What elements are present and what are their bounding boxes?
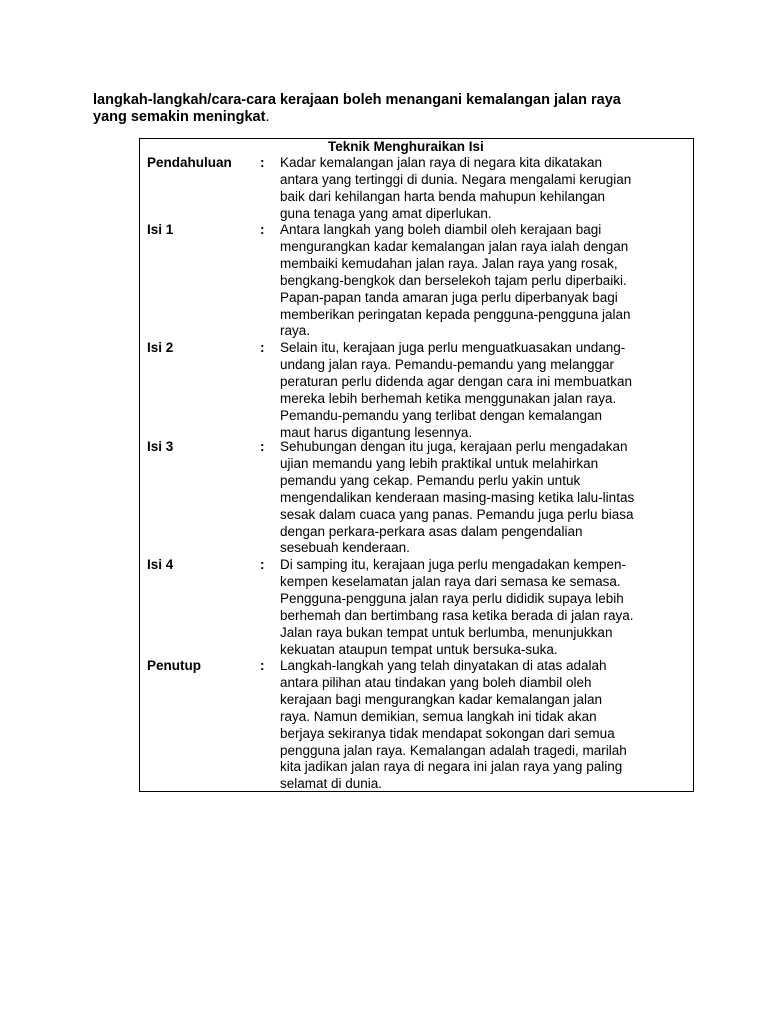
section-text-line: peraturan perlu didenda agar dengan cara ini membuatkan bbox=[280, 373, 632, 389]
section-colon: : bbox=[260, 222, 265, 237]
section-text-line: Di samping itu, kerajaan juga perlu mengadakan kempen- bbox=[280, 557, 626, 572]
section-colon: : bbox=[260, 155, 265, 170]
section-text-line: sesak dalam cuaca yang panas. Pemandu juga perlu biasa bbox=[280, 506, 634, 522]
section-colon: : bbox=[260, 439, 265, 454]
section-text-line: pengguna jalan raya. Kemalangan adalah tragedi, marilah bbox=[280, 742, 627, 758]
section-text-line: mengurangkan kadar kemalangan jalan raya ialah dengan bbox=[280, 238, 629, 254]
section-isi-1 bbox=[140, 222, 695, 341]
section-label: Pendahuluan bbox=[147, 155, 232, 170]
section-text-line: Selain itu, kerajaan juga perlu menguatkuasakan undang- bbox=[280, 340, 626, 355]
section-text-line: bengkang-bengkok dan berselekoh tajam perlu diperbaiki. bbox=[280, 272, 627, 288]
section-text-line: guna tenaga yang amat diperlukan. bbox=[280, 205, 492, 221]
box-title: Teknik Menghuraikan Isi bbox=[328, 139, 484, 154]
document-heading bbox=[93, 92, 693, 126]
section-text-line: Pemandu-pemandu yang terlibat dengan kemalangan bbox=[280, 407, 602, 423]
section-colon: : bbox=[260, 557, 265, 572]
section-text-line: berhemah dan bertimbang rasa ketika berada di jalan raya. bbox=[280, 607, 634, 623]
section-isi-2 bbox=[140, 340, 695, 442]
section-isi-3 bbox=[140, 439, 695, 558]
section-text-line: mereka lebih berhemah ketika menggunakan jalan raya. bbox=[280, 390, 617, 406]
section-label: Isi 4 bbox=[147, 557, 174, 572]
section-text-line: dengan perkara-perkara asas dalam pengendalian bbox=[280, 523, 583, 539]
section-penutup bbox=[140, 658, 695, 794]
section-text-line: kerajaan bagi mengurangkan kadar kemalangan jalan bbox=[280, 691, 602, 707]
section-text-line: selamat di dunia. bbox=[280, 776, 383, 792]
section-text-line: Langkah-langkah yang telah dinyatakan di atas adalah bbox=[280, 658, 607, 673]
section-pendahuluan bbox=[140, 155, 695, 223]
section-text-line: membaiki kemudahan jalan raya. Jalan raya yang rosak, bbox=[280, 255, 618, 271]
section-label: Isi 2 bbox=[147, 340, 174, 355]
section-colon: : bbox=[260, 658, 265, 673]
section-text-line: pemandu yang cekap. Pemandu perlu yakin untuk bbox=[280, 472, 581, 488]
section-text-line: kita jadikan jalan raya di negara ini jalan raya yang paling bbox=[280, 759, 623, 775]
section-text-line: antara pilihan atau tindakan yang boleh diambil oleh bbox=[280, 674, 592, 690]
section-text-line: berjaya sekiranya tidak mendapat sokongan dari semua bbox=[280, 725, 615, 741]
section-isi-4 bbox=[140, 557, 695, 659]
section-text-line: sesebuah kenderaan. bbox=[280, 540, 410, 556]
section-text-line: Papan-papan tanda amaran juga perlu diperbanyak bagi bbox=[280, 289, 618, 305]
heading-line-2 bbox=[93, 109, 693, 126]
section-text-line: Sehubungan dengan itu juga, kerajaan perlu mengadakan bbox=[280, 439, 628, 454]
section-text-line: mengendalikan kenderaan masing-masing ketika lalu-lintas bbox=[280, 489, 635, 505]
heading-line-1: langkah-langkah/cara-cara kerajaan boleh menangani kemalangan jalan raya bbox=[93, 92, 621, 108]
section-text-line: ujian memandu yang lebih praktikal untuk melahirkan bbox=[280, 455, 599, 471]
section-colon: : bbox=[260, 340, 265, 355]
section-text-line: Kadar kemalangan jalan raya di negara kita dikatakan bbox=[280, 155, 602, 170]
heading-period: . bbox=[265, 109, 270, 125]
section-text-line: Jalan raya bukan tempat untuk berlumba, menunjukkan bbox=[280, 624, 613, 640]
section-text-line: raya. bbox=[280, 323, 311, 339]
section-text-line: kempen keselamatan jalan raya dari semasa ke semasa. bbox=[280, 573, 621, 589]
section-text-line: maut harus digantung lesennya. bbox=[280, 424, 473, 440]
section-text-line: Antara langkah yang boleh diambil oleh kerajaan bagi bbox=[280, 222, 602, 237]
section-text-line: antara yang tertinggi di dunia. Negara mengalami kerugian bbox=[280, 171, 632, 187]
section-text-line: undang jalan raya. Pemandu-pemandu yang melanggar bbox=[280, 356, 614, 372]
section-text-line: raya. Namun demikian, semua langkah ini tidak akan bbox=[280, 708, 597, 724]
section-text-line: memberikan peringatan kepada pengguna-pengguna jalan bbox=[280, 306, 631, 322]
outline-box bbox=[139, 138, 694, 792]
section-label: Isi 1 bbox=[147, 222, 174, 237]
section-text-line: Pengguna-pengguna jalan raya perlu dididik supaya lebih bbox=[280, 590, 624, 606]
section-text-line: kekuatan ataupun tempat untuk bersuka-suka. bbox=[280, 641, 558, 657]
section-label: Isi 3 bbox=[147, 439, 174, 454]
heading-line-2-text: yang semakin meningkat bbox=[93, 109, 266, 125]
section-text-line: baik dari kehilangan harta benda mahupun kehilangan bbox=[280, 188, 605, 204]
section-label: Penutup bbox=[147, 658, 201, 673]
